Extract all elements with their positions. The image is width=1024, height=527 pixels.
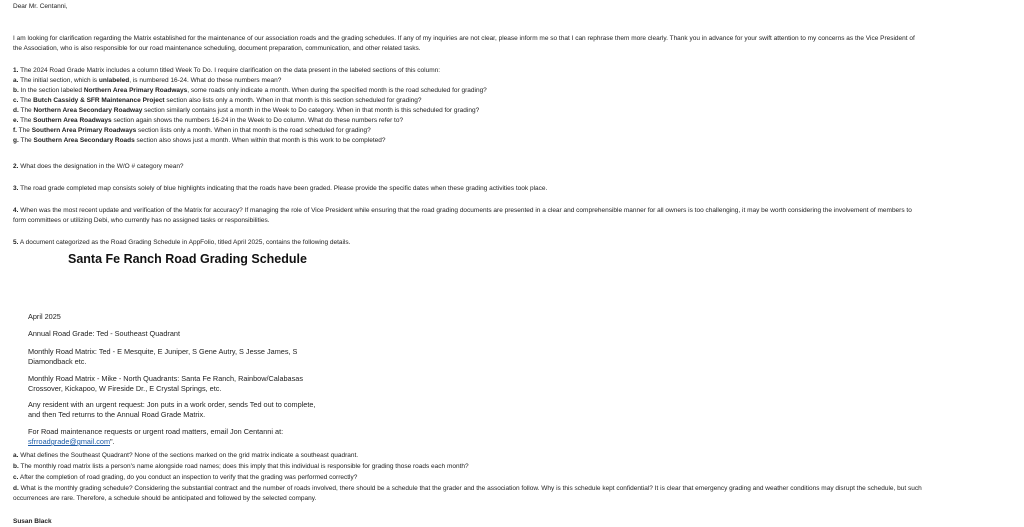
intro-line-1: I am looking for clarification regarding the Matrix established for the maintenance of our association roads and the grading schedules. If any of my inquiries are not clear, please inform me so that I can rephrase them more clearly. Thank you in advance for your swift attention to my concerns as the Vice President of xyxy=(13,35,915,42)
list-item: e. The Southern Area Roadways section again shows the numbers 16-24 in the Week to Do column. What do these numbers refer to? xyxy=(13,117,404,124)
signature: Susan Black xyxy=(13,518,52,525)
question-text: The 2024 Road Grade Matrix includes a column titled Week To Do. I require clarification on the data present in the labeled sections of this column: xyxy=(18,67,441,74)
list-item: d. The Northern Area Secondary Roadway section similarly contains just a month in the Week to Do category. When in that month is this scheduled for grading? xyxy=(13,107,480,114)
schedule-monthly-ted: Monthly Road Matrix: Ted - E Mesquite, E Juniper, S Gene Autry, S Jesse James, S Diamondback etc. xyxy=(28,347,298,366)
schedule-contact: For Road maintenance requests or urgent road matters, email Jon Centanni at: sfrroadgrade@gmail.com". xyxy=(28,427,284,446)
list-item: b. The monthly road matrix lists a person's name alongside road names; does this imply that this individual is responsible for grading those roads each month? xyxy=(13,463,469,470)
list-item: a. The initial section, which is unlabeled, is numbered 16-24. What do these numbers mean? xyxy=(13,77,282,84)
list-item: a. What defines the Southeast Quadrant? None of the sections marked on the grid matrix indicate a southeast quadrant. xyxy=(13,452,359,459)
greeting: Dear Mr. Centanni, xyxy=(13,3,68,10)
list-item: d. What is the monthly grading schedule? Considering the substantial contract and the number of roads involved, there should be a schedule that the grader and the association follow. Why is this schedule kept confidential? It is clear that emergency grading and weather conditions may disrupt the schedule, but such occurrences are rare. Therefore, a schedule should be anticipated and followed by the selected company. xyxy=(13,485,922,502)
list-item: g. The Southern Area Secondary Roads section also shows just a month. When within that month is this work to be completed? xyxy=(13,137,386,144)
schedule-urgent: Any resident with an urgent request: Jon puts in a work order, sends Ted out to complete, and then Ted returns to the Annual Road Grade Matrix. xyxy=(28,400,316,419)
schedule-date: April 2025 xyxy=(28,312,61,321)
schedule-title: Santa Fe Ranch Road Grading Schedule xyxy=(68,252,307,266)
question-1 xyxy=(13,66,487,146)
email-link[interactable]: sfrroadgrade@gmail.com xyxy=(28,437,111,446)
schedule-annual: Annual Road Grade: Ted - Southeast Quadrant xyxy=(28,329,180,338)
intro-paragraph xyxy=(13,34,1016,54)
intro-line-2: the Association, who is also responsible for our road maintenance scheduling, document preparation, communication, and other related tasks. xyxy=(13,45,421,52)
list-item: c. The Butch Cassidy & SFR Maintenance Project section also lists only a month. When in that month is this section scheduled for grading? xyxy=(13,97,422,104)
question-5: 5. A document categorized as the Road Grading Schedule in AppFolio, titled April 2025, contains the following details. xyxy=(13,239,351,246)
schedule-monthly-mike: Monthly Road Matrix - Mike - North Quadrants: Santa Fe Ranch, Rainbow/Calabasas Crossover, Kickapoo, W Fireside Dr., E Crystal Springs, etc. xyxy=(28,374,303,393)
question-number: 1. xyxy=(13,67,19,74)
list-item: c. After the completion of road grading, do you conduct an inspection to verify that the grading was performed correctly? xyxy=(13,474,358,481)
question-3: 3. The road grade completed map consists solely of blue highlights indicating that the roads have been graded. Please provide the specific dates when these grading activities took place. xyxy=(13,185,548,192)
question-2: 2. What does the designation in the W/O # category mean? xyxy=(13,163,184,170)
list-item: b. In the section labeled Northern Area Primary Roadways, some roads only indicate a month. When during the specified month is the road scheduled for grading? xyxy=(13,87,487,94)
question-4: 4. When was the most recent update and verification of the Matrix for accuracy? If managing the role of Vice President while ensuring that the road grading documents are presented in a clear and comprehensible manner for all owners is too challenging, it may be worth considering the involvement of members to form committees or utilizing Debi, who currently has no assigned tasks or responsibilities. xyxy=(13,207,912,224)
list-item: f. The Southern Area Primary Roadways section lists only a month. When in that month is the road scheduled for grading? xyxy=(13,127,371,134)
